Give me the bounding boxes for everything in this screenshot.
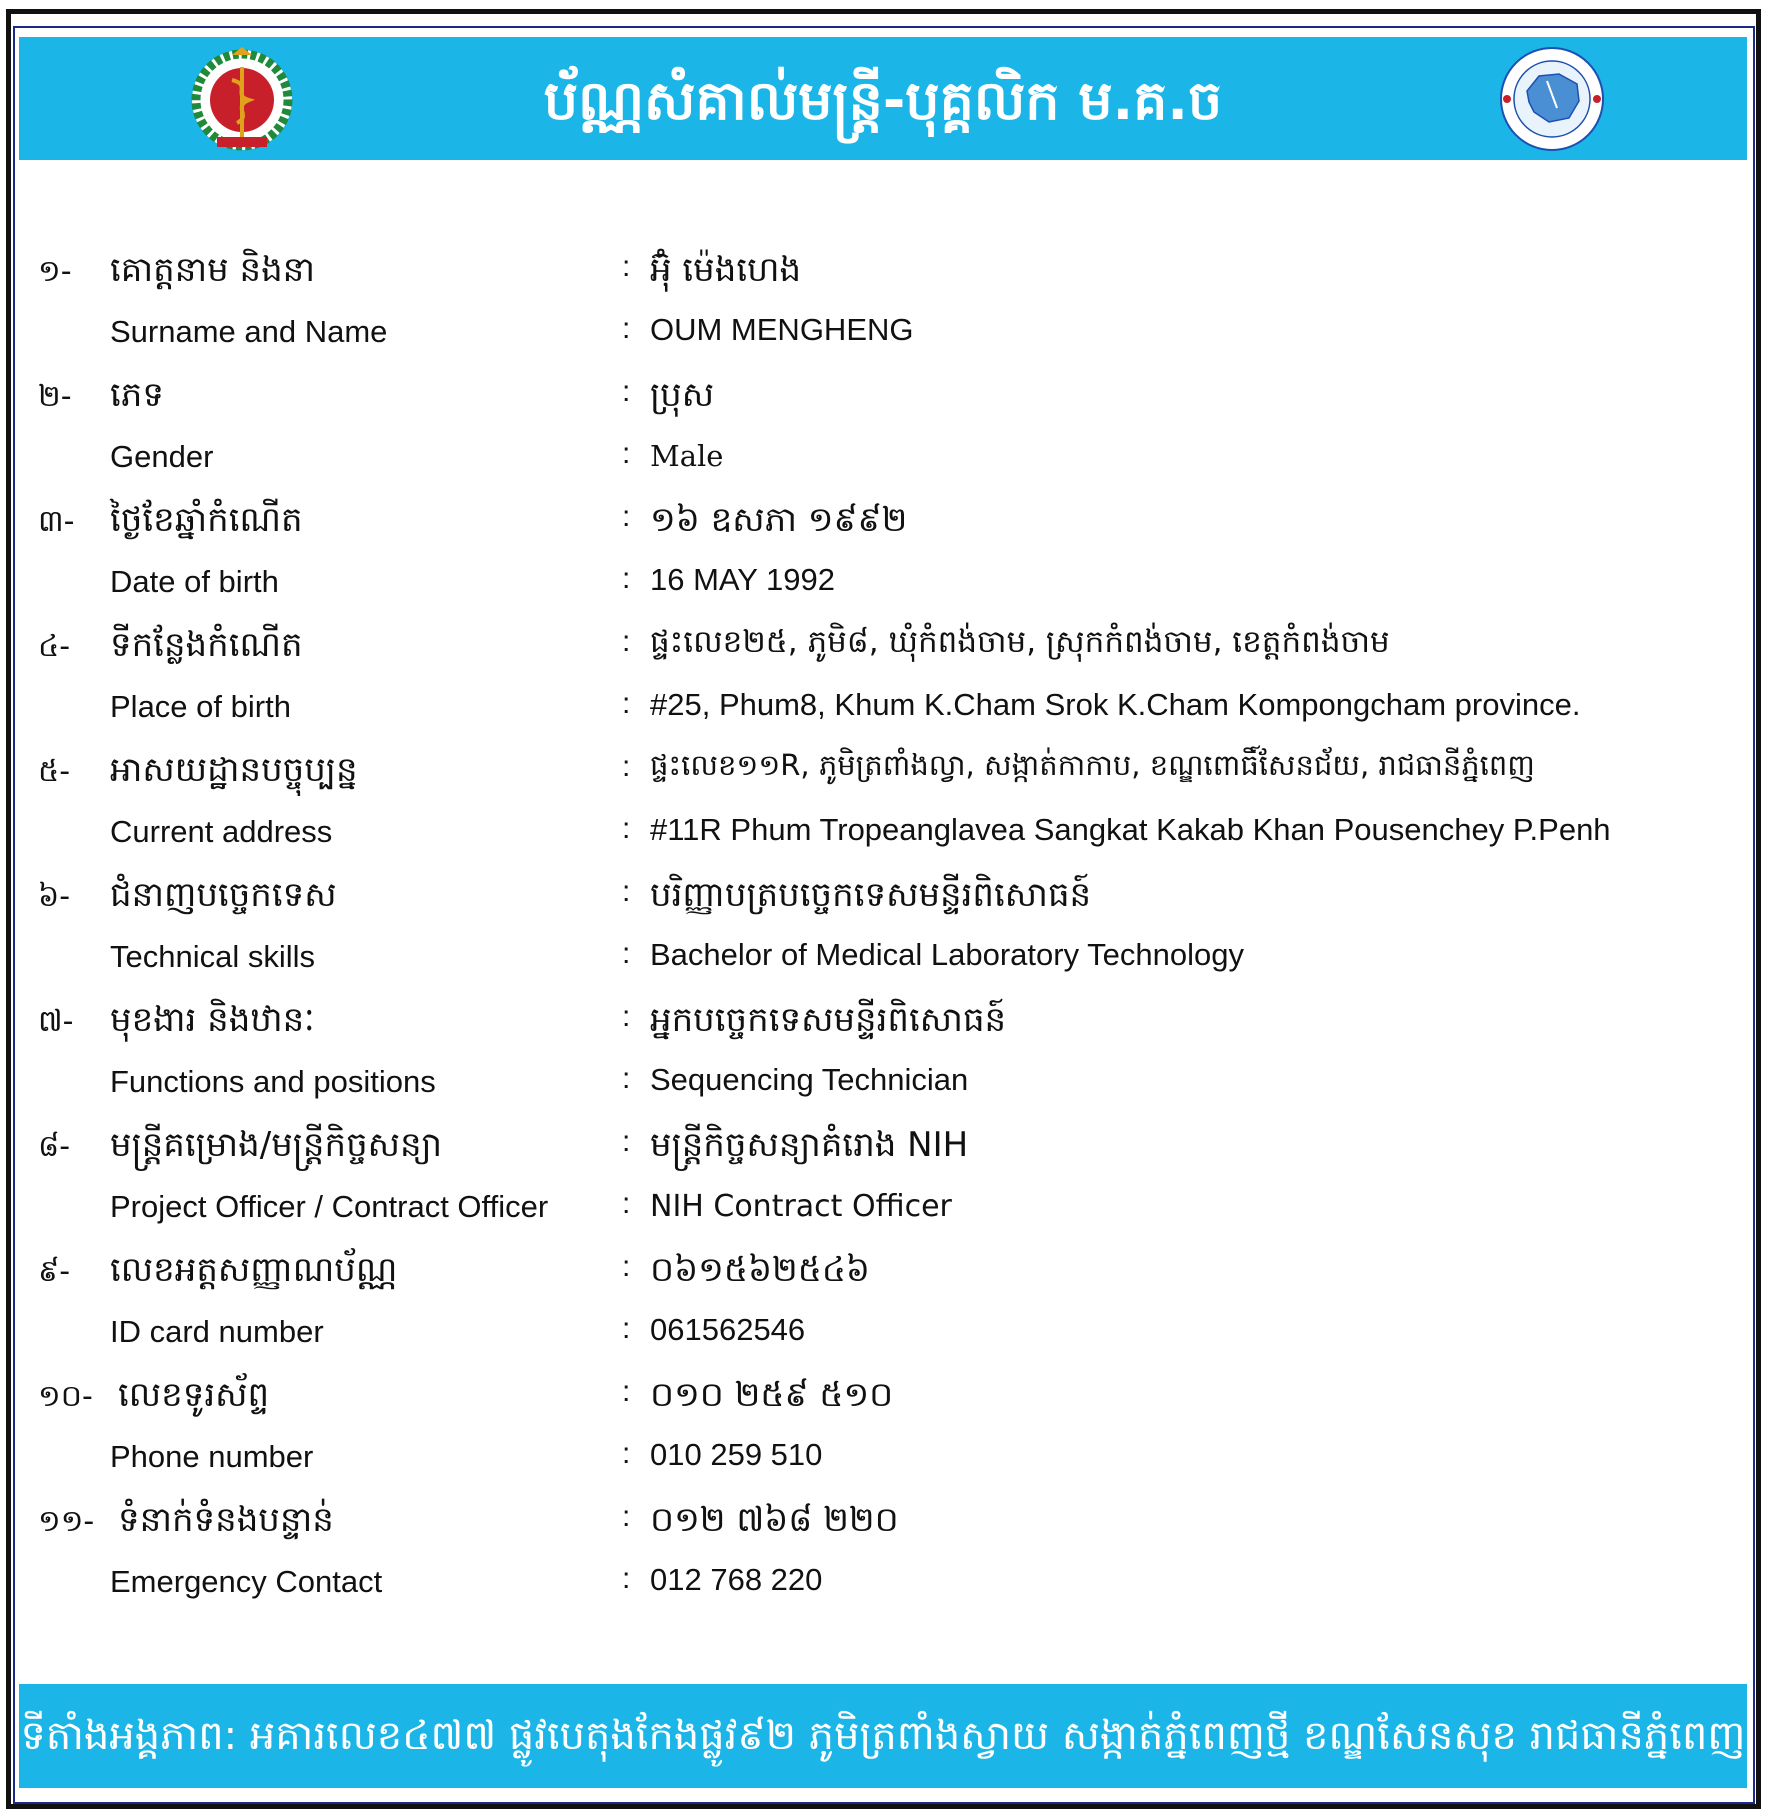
field-idcard-en: [0, 1304, 1771, 1358]
field-value-kh: ផ្ទះលេខ១១R, ភូមិត្រពាំងល្វា, សង្កាត់កាកាប, ខណ្ឌពោធិ៍សែនជ័យ, រាជធានីភ្នំពេញ: [650, 748, 1535, 782]
field-colon: :: [622, 937, 631, 970]
field-label-kh: ទំនាក់ទំនងបន្ទាន់: [118, 1500, 334, 1540]
field-label-en: ID card number: [110, 1314, 324, 1349]
field-number: ៨-: [38, 1129, 71, 1164]
field-number: ៤-: [38, 629, 71, 664]
field-officer-kh: [0, 1117, 1771, 1171]
field-value-en: NIH Contract Officer: [650, 1189, 952, 1224]
field-number: ១១-: [38, 1504, 95, 1539]
field-address-kh: [0, 742, 1771, 796]
field-value-kh: ផ្ទះលេខ២៥, ភូមិ៨, ឃុំកំពង់ចាម, ស្រុកកំពង់ចាម, ខេត្តកំពង់ចាម: [650, 624, 1390, 660]
field-colon: :: [622, 875, 631, 908]
field-colon: :: [622, 312, 631, 345]
field-label-kh: លេខអត្តសញ្ញាណប័ណ្ណ: [110, 1250, 398, 1290]
field-number: ៥-: [38, 754, 71, 789]
field-colon: :: [622, 625, 631, 658]
field-emergency-kh: [0, 1492, 1771, 1546]
field-value-kh: មន្ត្រីកិច្ចសន្យាគំរោង NIH: [650, 1125, 969, 1165]
field-colon: :: [622, 1250, 631, 1283]
field-number: ៣-: [38, 504, 75, 539]
field-label-kh: លេខទូរស័ព្ទ: [118, 1375, 270, 1415]
field-gender-kh: [0, 367, 1771, 421]
field-value-kh: ០១២ ៧៦៨ ២២០: [650, 1500, 899, 1540]
field-number: ៦-: [38, 879, 71, 914]
field-number: ១០-: [38, 1379, 93, 1414]
header-banner: [19, 37, 1747, 160]
field-colon: :: [622, 687, 631, 720]
field-value-kh: ប្រុស: [650, 375, 715, 415]
field-phone-en: [0, 1429, 1771, 1483]
field-label-kh: មន្ត្រីគម្រោង/មន្ត្រីកិច្ចសន្យា: [110, 1125, 443, 1165]
field-value-kh: អ៊ុំ ម៉េងហេង: [650, 250, 802, 290]
field-number: ៧-: [38, 1004, 74, 1039]
field-gender-en: [0, 429, 1771, 483]
field-colon: :: [622, 1562, 631, 1595]
field-value-kh: ០៦១៥៦២៥៤៦: [650, 1250, 870, 1290]
field-officer-en: [0, 1179, 1771, 1233]
field-colon: :: [622, 812, 631, 845]
field-birthplace-kh: [0, 617, 1771, 671]
field-number: ១-: [38, 254, 72, 289]
field-colon: :: [622, 1125, 631, 1158]
field-value-kh: ០១០ ២៥៩ ៥១០: [650, 1375, 894, 1415]
field-dob-kh: [0, 492, 1771, 546]
card-title: ប័ណ្ណសំគាល់មន្ត្រី-បុគ្គលិក ម.គ.ច: [543, 69, 1223, 132]
field-value-en: Sequencing Technician: [650, 1062, 969, 1097]
field-emergency-en: [0, 1554, 1771, 1608]
field-label-kh: គោត្តនាម និងនា: [110, 250, 316, 290]
field-label-en: Project Officer / Contract Officer: [110, 1189, 549, 1224]
field-label-kh: ថ្ងៃខែឆ្នាំកំណើត: [110, 500, 303, 540]
field-value-en: Male: [650, 439, 724, 473]
field-colon: :: [622, 1312, 631, 1345]
field-colon: :: [622, 562, 631, 595]
field-value-en: 16 MAY 1992: [650, 562, 835, 597]
field-phone-kh: [0, 1367, 1771, 1421]
field-label-en: Place of birth: [110, 689, 291, 724]
field-position-kh: [0, 992, 1771, 1046]
field-address-en: [0, 804, 1771, 858]
field-colon: :: [622, 1375, 631, 1408]
field-idcard-kh: [0, 1242, 1771, 1296]
field-value-en: 061562546: [650, 1312, 806, 1347]
field-label-kh: ភេទ: [110, 375, 164, 415]
field-colon: :: [622, 1437, 631, 1470]
field-position-en: [0, 1054, 1771, 1108]
field-label-kh: ទីកន្លែងកំណើត: [110, 625, 303, 665]
field-value-en: Bachelor of Medical Laboratory Technology: [650, 937, 1244, 972]
field-colon: :: [622, 1187, 631, 1220]
field-value-kh: អ្នកបច្ចេកទេសមន្ទីរពិសោធន៍: [650, 1000, 1007, 1040]
field-value-kh: បរិញ្ញាបត្របច្ចេកទេសមន្ទីរពិសោធន៍: [650, 875, 1092, 915]
field-colon: :: [622, 1000, 631, 1033]
footer-banner: [19, 1684, 1747, 1788]
footer-address: ទីតាំងអង្គភាព: អគារលេខ៤៧៧ ផ្លូវបេតុងកែងផ្លូវ៩២ ភូមិត្រពាំងស្វាយ សង្កាត់ភ្នំពេញថ្មី ខណ្ឌសែនសុខ រាជធានីភ្នំពេញ: [20, 1713, 1746, 1759]
field-colon: :: [622, 1062, 631, 1095]
field-value-en: #25, Phum8, Khum K.Cham Srok K.Cham Kompongcham province.: [650, 687, 1581, 722]
field-colon: :: [622, 437, 631, 470]
field-colon: :: [622, 750, 631, 783]
field-label-kh: ជំនាញបច្ចេកទេស: [110, 875, 337, 915]
field-colon: :: [622, 1500, 631, 1533]
field-label-en: Technical skills: [110, 939, 316, 974]
field-value-en: #11R Phum Tropeanglavea Sangkat Kakab Khan Pousenchey P.Penh: [650, 812, 1611, 847]
field-label-kh: អាសយដ្ឋានបច្ចុប្បន្ន: [110, 750, 358, 790]
field-value-en: 012 768 220: [650, 1562, 823, 1597]
field-skills-kh: [0, 867, 1771, 921]
field-number: ៩-: [38, 1254, 71, 1289]
field-label-en: Date of birth: [110, 564, 279, 599]
field-surname-kh: [0, 242, 1771, 296]
field-value-kh: ១៦ ឧសភា ១៩៩២: [650, 500, 908, 540]
field-skills-en: [0, 929, 1771, 983]
field-value-en: 010 259 510: [650, 1437, 823, 1472]
field-label-en: Gender: [110, 439, 214, 474]
cambodia-map-emblem-icon: [1499, 46, 1605, 152]
field-colon: :: [622, 500, 631, 533]
field-birthplace-en: [0, 679, 1771, 733]
field-label-en: Emergency Contact: [110, 1564, 383, 1599]
field-number: ២-: [38, 379, 72, 414]
field-label-en: Surname and Name: [110, 314, 388, 349]
field-dob-en: [0, 554, 1771, 608]
field-surname-en: [0, 304, 1771, 358]
field-label-kh: មុខងារ និងឋានៈ: [110, 1000, 315, 1040]
field-label-en: Current address: [110, 814, 333, 849]
field-value-en: OUM MENGHENG: [650, 312, 914, 347]
field-colon: :: [622, 375, 631, 408]
field-label-en: Phone number: [110, 1439, 314, 1474]
field-colon: :: [622, 250, 631, 283]
field-label-en: Functions and positions: [110, 1064, 436, 1099]
